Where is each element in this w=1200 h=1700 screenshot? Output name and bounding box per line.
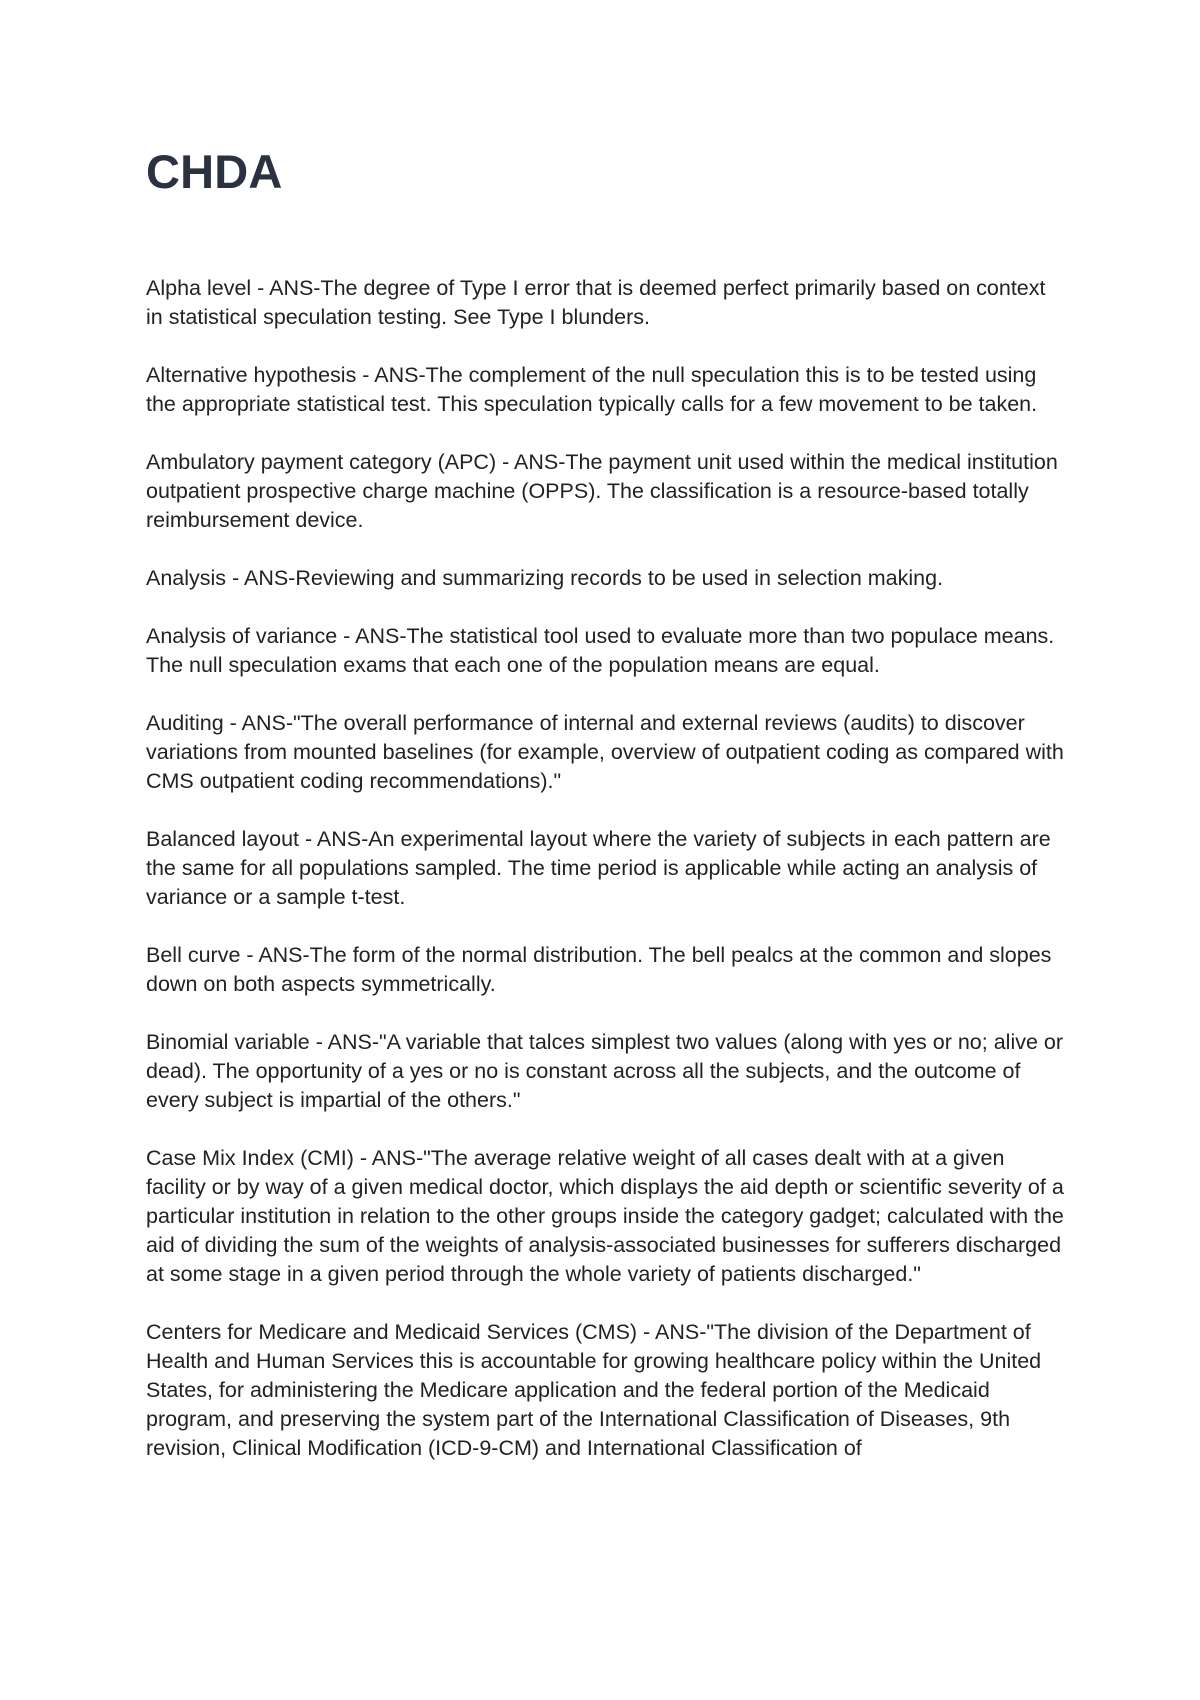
glossary-entry-balanced-layout: Balanced layout - ANS-An experimental layout where the variety of subjects in each pattern are the same for all populations sampled. The time period is applicable while acting an analysis of variance or a sample t-test. xyxy=(146,827,1051,909)
glossary-entry-case-mix-index: Case Mix Index (CMI) - ANS-"The average relative weight of all cases dealt with at a given facility or by way of a given medical doctor, which displays the aid depth or scientific severity of a particular institution in relation to the other groups inside the category gadget; calculated with the aid of dividing the sum of the weights of analysis-associated businesses for sufferers discharged at some stage in a given period through the whole variety of patients discharged." xyxy=(146,1146,1064,1286)
document-title: CHDA xyxy=(146,145,283,198)
document-page xyxy=(146,144,1066,1492)
glossary-entry-analysis: Analysis - ANS-Reviewing and summarizing records to be used in selection making. xyxy=(146,566,944,590)
glossary-entry-auditing: Auditing - ANS-"The overall performance of internal and external reviews (audits) to discover variations from mounted baselines (for example, overview of outpatient coding as compared with CMS outpatient coding recommendations)." xyxy=(146,711,1064,793)
glossary-entry-binomial-variable: Binomial variable - ANS-"A variable that talces simplest two values (along with yes or no; alive or dead). The opportunity of a yes or no is constant across all the subjects, and the outcome of every subject is impartial of the others." xyxy=(146,1030,1064,1112)
glossary-list xyxy=(146,274,1066,1463)
glossary-entry-ambulatory-payment-category: Ambulatory payment category (APC) - ANS-The payment unit used within the medical institution outpatient prospective charge machine (OPPS). The classification is a resource-based totally reimbursement device. xyxy=(146,450,1058,532)
glossary-entry-analysis-of-variance: Analysis of variance - ANS-The statistical tool used to evaluate more than two populace means. The null speculation exams that each one of the population means are equal. xyxy=(146,624,1055,677)
glossary-entry-bell-curve: Bell curve - ANS-The form of the normal distribution. The bell pealcs at the common and slopes down on both aspects symmetrically. xyxy=(146,943,1052,996)
glossary-entry-alpha-level: Alpha level - ANS-The degree of Type I error that is deemed perfect primarily based on context in statistical speculation testing. See Type I blunders. xyxy=(146,276,1046,329)
glossary-entry-alternative-hypothesis: Alternative hypothesis - ANS-The complement of the null speculation this is to be tested using the appropriate statistical test. This speculation typically calls for a few movement to be taken. xyxy=(146,363,1038,416)
glossary-entry-cms: Centers for Medicare and Medicaid Services (CMS) - ANS-"The division of the Department of Health and Human Services this is accountable for growing healthcare policy within the United States, for administering the Medicare application and the federal portion of the Medicaid program, and preserving the system part of the International Classification of Diseases, 9th revision, Clinical Modification (ICD-9-CM) and International Classification of xyxy=(146,1320,1042,1460)
